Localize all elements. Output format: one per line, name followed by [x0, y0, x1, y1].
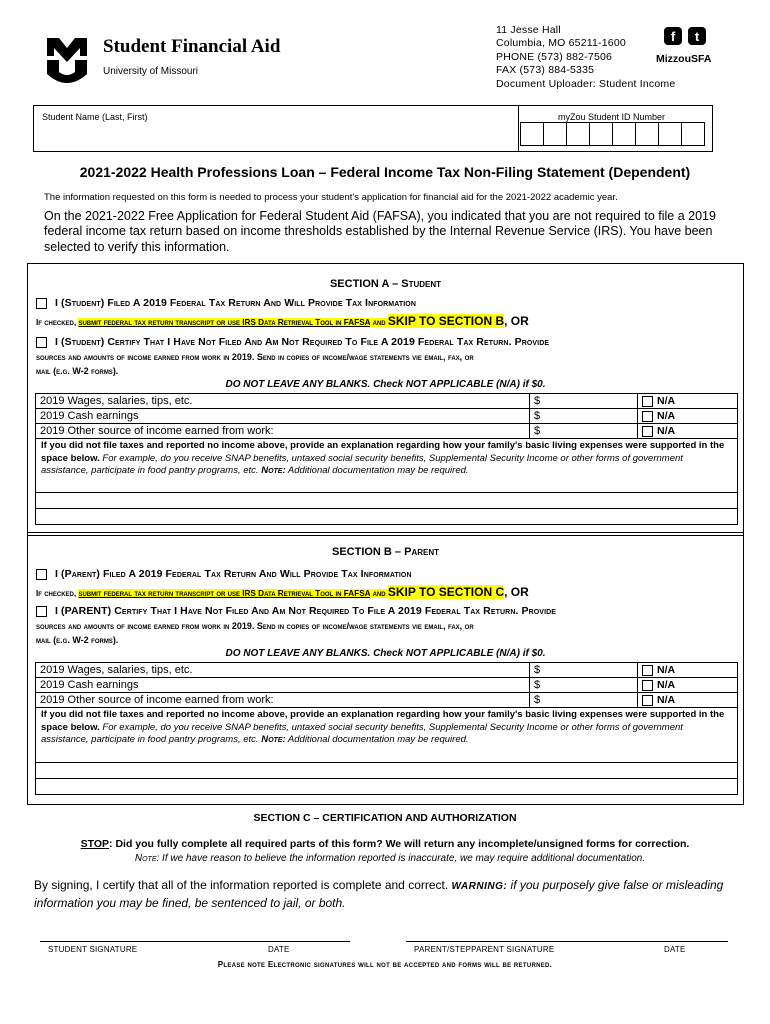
id-digit-box[interactable]	[658, 122, 682, 146]
income-label: 2019 Other source of income earned from work:	[36, 693, 530, 708]
income-label: 2019 Wages, salaries, tips, etc.	[36, 394, 530, 409]
student-name-label: Student Name (Last, First)	[42, 112, 148, 122]
explanation-line[interactable]	[35, 762, 738, 779]
student-date-label: DATE	[268, 945, 290, 954]
na-label: N/A	[657, 693, 676, 706]
student-signature-label: STUDENT SIGNATURE	[48, 945, 138, 954]
section-a-income-table	[35, 393, 738, 439]
na-cell	[638, 409, 738, 424]
id-digit-box[interactable]	[681, 122, 705, 146]
address-block	[496, 24, 675, 91]
explain-italic: For example, do you receive SNAP benefits, untaxed social security benefits, Supplemental Security Income or other forms of government assistance, participate in food pantry programs, etc.	[41, 452, 683, 476]
address-line: FAX (573) 884-5335	[496, 64, 595, 77]
form-title: 2021-2022 Health Professions Loan – Federal Income Tax Non-Filing Statement (Dependent)	[79, 164, 691, 180]
option-text: I (	[55, 568, 65, 580]
na-cell	[638, 663, 738, 678]
explain-bold: If you did not file taxes and reported no income above, provide an explanation regarding how your family's basic living expenses were supported in the space below.	[41, 440, 725, 464]
table-row	[36, 394, 738, 409]
section-b-explanation	[35, 707, 738, 763]
amount-field[interactable]: $	[530, 394, 638, 409]
parent-signature-label: PARENT/STEPPARENT SIGNATURE	[414, 945, 555, 954]
amount-field[interactable]: $	[530, 663, 638, 678]
table-row	[36, 409, 738, 424]
na-label: N/A	[657, 678, 676, 691]
option-text: ) Certify That I Have Not Filed And Am Not Required To File A 2019 Federal Tax Return. Provide	[107, 605, 557, 617]
explanation-line[interactable]	[35, 508, 738, 525]
na-label: N/A	[657, 409, 676, 422]
section-a-option-2	[36, 336, 549, 348]
filed-checkbox[interactable]	[36, 569, 47, 580]
section-b-option-2-line2: sources and amounts of income earned from work in 2019. Send in copies of income/wage statements vie email, fax, or	[36, 621, 474, 631]
na-label: N/A	[657, 663, 676, 676]
na-label: N/A	[657, 394, 676, 407]
option-text: ) Certify That I Have Not Filed And Am Not Required To File A 2019 Federal Tax Return. Provide	[100, 336, 550, 348]
divider	[518, 106, 519, 151]
section-a-heading: SECTION A – Student	[329, 278, 442, 290]
na-checkbox[interactable]	[642, 396, 653, 407]
na-checkbox[interactable]	[642, 695, 653, 706]
not-filed-checkbox[interactable]	[36, 337, 47, 348]
na-checkbox[interactable]	[642, 411, 653, 422]
filed-checkbox[interactable]	[36, 298, 47, 309]
instruction-text: If checked,	[36, 318, 79, 327]
na-cell	[638, 424, 738, 439]
option-text: I (	[55, 605, 65, 617]
income-label: 2019 Cash earnings	[36, 409, 530, 424]
section-a-option-2-line2: sources and amounts of income earned from work in 2019. Send in copies of income/wage statements vie email, fax, or	[36, 352, 474, 362]
irs-retrieval-link[interactable]: submit federal tax return transcript or use IRS Data Retrieval Tool in FAFSA	[78, 589, 371, 598]
or-text: , OR	[504, 585, 529, 599]
stop-text: : Did you fully complete all required parts of this form? We will return any incomplete/unsigned forms for correction.	[109, 838, 690, 850]
explain-bold: If you did not file taxes and reported no income above, provide an explanation regarding how your family's basic living expenses were supported in the space below.	[41, 709, 725, 733]
id-digit-box[interactable]	[635, 122, 659, 146]
no-blanks-instruction: DO NOT LEAVE ANY BLANKS. Check NOT APPLICABLE (N/A) if $0.	[225, 379, 546, 390]
certify-text: By signing, I certify that all of the information reported is complete and correct.	[34, 878, 449, 892]
na-cell	[638, 394, 738, 409]
address-line: 11 Jesse Hall	[496, 24, 561, 36]
org-title: Student Financial Aid	[103, 36, 281, 57]
student-id-label: myZou Student ID Number	[558, 112, 666, 122]
id-digit-box[interactable]	[589, 122, 613, 146]
section-a	[27, 263, 744, 536]
table-row	[36, 678, 738, 693]
not-filed-checkbox[interactable]	[36, 606, 47, 617]
na-checkbox[interactable]	[642, 665, 653, 676]
income-label: 2019 Wages, salaries, tips, etc.	[36, 663, 530, 678]
social-links	[664, 27, 706, 45]
or-text: , OR	[504, 314, 529, 328]
option-text: ) Filed A 2019 Federal Tax Return And Will Provide Tax Information	[96, 568, 412, 580]
note-text: If we have reason to believe the information reported is inaccurate, we may require additional documentation.	[159, 853, 646, 864]
twitter-icon[interactable]: t	[688, 27, 706, 45]
irs-retrieval-link[interactable]: submit federal tax return transcript or use IRS Data Retrieval Tool in FAFSA	[78, 318, 371, 327]
id-digit-box[interactable]	[520, 122, 544, 146]
income-label: 2019 Cash earnings	[36, 678, 530, 693]
section-b-option-2-line3: mail (e.g. W-2 forms).	[36, 635, 119, 645]
explain-note: Additional documentation may be required.	[285, 734, 469, 745]
warning-label: WARNING:	[451, 881, 508, 892]
instruction-text: and	[370, 318, 388, 327]
option-who: Student	[64, 297, 101, 309]
table-row	[36, 424, 738, 439]
table-row	[36, 663, 738, 678]
section-b-option-1-instructions	[36, 585, 529, 599]
skip-instruction: SKIP TO SECTION C	[387, 585, 505, 599]
facebook-icon[interactable]: f	[664, 27, 682, 45]
stop-instruction	[0, 838, 770, 850]
na-cell	[638, 693, 738, 708]
income-label: 2019 Other source of income earned from work:	[36, 424, 530, 439]
section-a-option-1	[36, 297, 416, 309]
option-who: Parent	[64, 568, 97, 580]
instruction-text: and	[370, 589, 388, 598]
skip-instruction: SKIP TO SECTION B	[387, 314, 505, 328]
option-text: ) Filed A 2019 Federal Tax Return And Will Provide Tax Information	[100, 297, 416, 309]
stop-note	[0, 853, 770, 864]
na-label: N/A	[657, 424, 676, 437]
section-a-option-1-instructions	[36, 314, 529, 328]
section-b-income-table	[35, 662, 738, 708]
option-who: Student	[64, 336, 101, 348]
amount-field[interactable]: $	[530, 409, 638, 424]
id-digit-box[interactable]	[543, 122, 567, 146]
section-b	[27, 532, 744, 805]
warning-text: if you purposely give false or misleading information you may be fined, be sentenced to jail, or both.	[34, 878, 724, 910]
section-b-heading: SECTION B – Parent	[331, 546, 439, 558]
mu-logo	[45, 36, 89, 86]
amount-field[interactable]: $	[530, 678, 638, 693]
option-who: PARENT	[64, 605, 108, 617]
address-line: PHONE (573) 882-7506	[496, 50, 613, 63]
signature-note: Please note Electronic signatures will not be accepted and forms will be returned.	[217, 960, 553, 969]
id-digit-box[interactable]	[612, 122, 636, 146]
section-a-explanation	[35, 438, 738, 493]
note-label: Note:	[134, 853, 160, 864]
id-digit-box[interactable]	[566, 122, 590, 146]
na-checkbox[interactable]	[642, 426, 653, 437]
explain-note: Additional documentation may be required.	[285, 465, 469, 476]
social-handle: MizzouSFA	[656, 53, 712, 65]
explanation-line[interactable]	[35, 492, 738, 509]
stop-label: STOP	[80, 838, 110, 850]
amount-field[interactable]: $	[530, 693, 638, 708]
address-line: Columbia, MO 65211-1600	[496, 37, 626, 50]
explanation-line[interactable]	[35, 778, 738, 795]
intro-text: The information requested on this form is needed to process your student's application for financial aid for the 2021-2022 academic year.	[44, 192, 618, 203]
amount-field[interactable]: $	[530, 424, 638, 439]
section-c-heading: SECTION C – CERTIFICATION AND AUTHORIZATION	[253, 812, 517, 824]
na-checkbox[interactable]	[642, 680, 653, 691]
student-signature-line[interactable]	[40, 941, 350, 942]
no-blanks-instruction: DO NOT LEAVE ANY BLANKS. Check NOT APPLICABLE (N/A) if $0.	[225, 648, 546, 659]
na-cell	[638, 678, 738, 693]
org-subtitle: University of Missouri	[103, 66, 199, 77]
instruction-text: If checked,	[36, 589, 79, 598]
section-b-option-2	[36, 605, 556, 617]
explain-italic: For example, do you receive SNAP benefits, untaxed social security benefits, Supplemental Security Income or other forms of government assistance, participate in food pantry programs, etc.	[41, 721, 683, 745]
note-label: Note:	[258, 465, 286, 476]
certification-text	[34, 877, 734, 911]
section-a-option-2-line3: mail (e.g. W-2 forms).	[36, 366, 119, 376]
student-id-boxes[interactable]	[520, 122, 704, 146]
table-row	[36, 693, 738, 708]
section-b-option-1	[36, 568, 412, 580]
option-text: I (	[55, 297, 65, 309]
note-label: Note:	[258, 734, 286, 745]
address-line: Document Uploader: Student Income	[496, 77, 676, 90]
parent-date-label: DATE	[664, 945, 686, 954]
parent-signature-line[interactable]	[406, 941, 728, 942]
fafsa-text: On the 2021-2022 Free Application for Federal Student Aid (FAFSA), you indicated that you are not required to file a 2019 federal income tax return based on income thresholds established by the Internal Revenue Service (IRS). You have been selected to verify this information.	[44, 209, 716, 254]
option-text: I (	[55, 336, 65, 348]
